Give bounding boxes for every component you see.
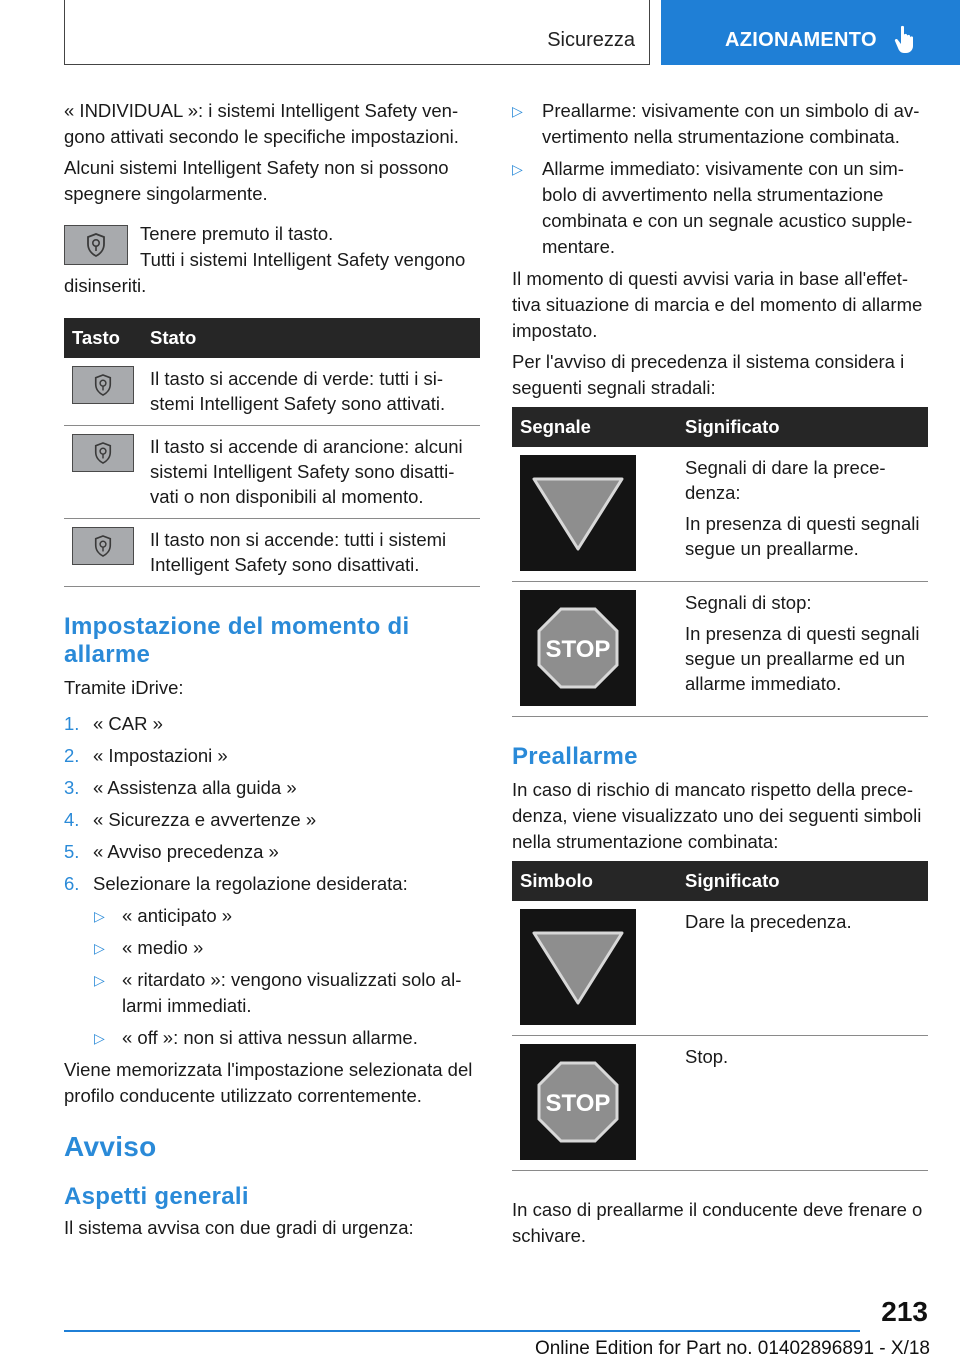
- symbols-table: [512, 861, 928, 1171]
- alarm-levels-list: [512, 98, 928, 260]
- road-signs-table: [512, 407, 928, 717]
- via-idrive-text: Tramite iDrive:: [64, 677, 184, 698]
- urgency-text: Il sistema avvisa con due gradi di urgenza:: [64, 1217, 414, 1238]
- hand-pointer-icon: [893, 24, 919, 54]
- triangle-bullet-icon: ▷: [512, 103, 523, 119]
- press-step-text: Tenere premuto il tasto.: [140, 223, 334, 244]
- sign-meaning-detail: In presenza di questi segnali segue un preallarme.: [685, 513, 920, 559]
- sign-meaning-detail: In presenza di questi segnali segue un preallarme ed un allarme immediato.: [685, 623, 920, 694]
- heading-avviso: Avviso: [64, 1131, 157, 1162]
- section-title: Sicurezza: [547, 29, 635, 51]
- table-row: [512, 582, 928, 717]
- press-result-text: Tutti i sistemi Intelligent Safety vengono: [140, 249, 466, 270]
- safety-button-green-image: [72, 366, 134, 404]
- list-item: ▷ Allarme immediato: visivamente con un simbolo di avvertimento nella strumentazione combinata e con un segnale acustico supplementare.: [512, 158, 913, 257]
- signals-intro-paragraph: Per l'avviso di precedenza il sistema considera i seguenti segnali stradali:: [512, 351, 905, 398]
- setting-options-list: [64, 903, 480, 1051]
- heading-aspetti-generali: Aspetti generali: [64, 1183, 249, 1210]
- timing-paragraph: Il momento di questi avvisi varia in base all'effettiva situazione di marcia e del momento di allarme impostato.: [512, 268, 923, 341]
- list-item: ▷ « off »: non si attiva nessun allarme.: [64, 1025, 480, 1051]
- page-number: 213: [881, 1296, 928, 1327]
- status-description: Il tasto si accende di arancione: alcuni sistemi Intelligent Safety sono disattivati o non disponibili al momento.: [142, 426, 480, 519]
- intro-paragraph-individual: « INDIVIDUAL »: i sistemi Intelligent Safety vengono attivati secondo le specifiche impostazioni.: [64, 100, 459, 147]
- svg-text:STOP: STOP: [545, 636, 611, 663]
- sign-meaning-title: Segnali di dare la precedenza:: [685, 457, 886, 503]
- table-row: [64, 426, 480, 519]
- idrive-steps-list: [64, 711, 480, 897]
- footer-divider: [64, 1330, 860, 1332]
- intro-paragraph-systems: Alcuni sistemi Intelligent Safety non si possono spegnere singolarmente.: [64, 157, 449, 204]
- triangle-bullet-icon: ▷: [512, 161, 523, 177]
- header-chapter-tab[interactable]: [661, 0, 960, 65]
- list-item: 5. « Avviso precedenza »: [64, 841, 279, 862]
- yield-sign-icon: [520, 909, 636, 1025]
- table-header-segnale: Segnale: [512, 407, 677, 447]
- press-instruction: [64, 221, 480, 299]
- status-description: Il tasto si accende di verde: tutti i sistemi Intelligent Safety sono attivati.: [142, 358, 480, 426]
- safety-button-orange-image: [72, 434, 134, 472]
- table-header-significato: Significato: [677, 407, 928, 447]
- triangle-bullet-icon: ▷: [94, 1030, 105, 1046]
- left-column: [64, 98, 480, 1246]
- intelligent-safety-icon: [85, 232, 107, 258]
- list-item: 4. « Sicurezza e avvertenze »: [64, 809, 317, 830]
- list-item: 6. Selezionare la regolazione desiderata:: [64, 873, 408, 894]
- yield-sign-icon: [520, 455, 636, 571]
- table-row: [512, 447, 928, 582]
- triangle-bullet-icon: ▷: [94, 940, 105, 956]
- symbol-meaning: Dare la precedenza.: [685, 911, 852, 932]
- intelligent-safety-icon: [93, 373, 113, 397]
- chapter-title: AZIONAMENTO: [725, 29, 877, 51]
- right-column: [512, 98, 928, 1254]
- intelligent-safety-icon: [93, 441, 113, 465]
- list-item: 2. « Impostazioni »: [64, 745, 228, 766]
- svg-text:STOP: STOP: [545, 1090, 611, 1117]
- list-item: ▷ « medio »: [64, 935, 480, 961]
- intelligent-safety-icon: [93, 534, 113, 558]
- status-description: Il tasto non si accende: tutti i sistemi Intelligent Safety sono disattivati.: [142, 519, 480, 587]
- list-item: 1. « CAR »: [64, 713, 163, 734]
- footer-edition-text: Online Edition for Part no. 01402896891 - X/18: [534, 1338, 930, 1359]
- section-heading-alarm-timing: Impostazione del momento di allarme: [64, 613, 410, 668]
- press-result-text-cont: disinseriti.: [64, 275, 147, 296]
- table-header-stato: Stato: [142, 318, 480, 358]
- prealarm-paragraph: In caso di rischio di mancato rispetto della precedenza, viene visualizzato uno dei seguenti simboli nella strumentazione combinata:: [512, 779, 922, 852]
- table-row: [512, 1036, 928, 1171]
- table-header-simbolo: Simbolo: [512, 861, 677, 901]
- safety-button-image: [64, 225, 128, 265]
- list-item: ▷ Preallarme: visivamente con un simbolo di avvertimento nella strumentazione combinata.: [512, 100, 920, 147]
- list-item: ▷ « ritardato »: vengono visualizzati solo allarmi immediati.: [94, 969, 462, 1016]
- saved-setting-note: Viene memorizzata l'impostazione selezionata del profilo conducente utilizzato correntemente.: [64, 1059, 473, 1106]
- list-item: 3. « Assistenza alla guida »: [64, 777, 297, 798]
- list-item: ▷ « anticipato »: [64, 903, 480, 929]
- table-header-tasto: Tasto: [64, 318, 142, 358]
- table-header-significato: Significato: [677, 861, 928, 901]
- button-status-table: [64, 318, 480, 587]
- table-row: [512, 901, 928, 1036]
- safety-button-off-image: [72, 527, 134, 565]
- table-row: [64, 519, 480, 587]
- heading-preallarme: Preallarme: [512, 743, 638, 770]
- stop-sign-icon: [520, 1044, 636, 1160]
- closing-paragraph: In caso di preallarme il conducente deve frenare o schivare.: [512, 1199, 923, 1246]
- table-row: [64, 358, 480, 426]
- sign-meaning-title: Segnali di stop:: [685, 592, 812, 613]
- triangle-bullet-icon: ▷: [94, 908, 105, 924]
- triangle-bullet-icon: ▷: [94, 972, 105, 988]
- stop-sign-icon: [520, 590, 636, 706]
- symbol-meaning: Stop.: [685, 1046, 729, 1067]
- header-section-box: [64, 0, 650, 65]
